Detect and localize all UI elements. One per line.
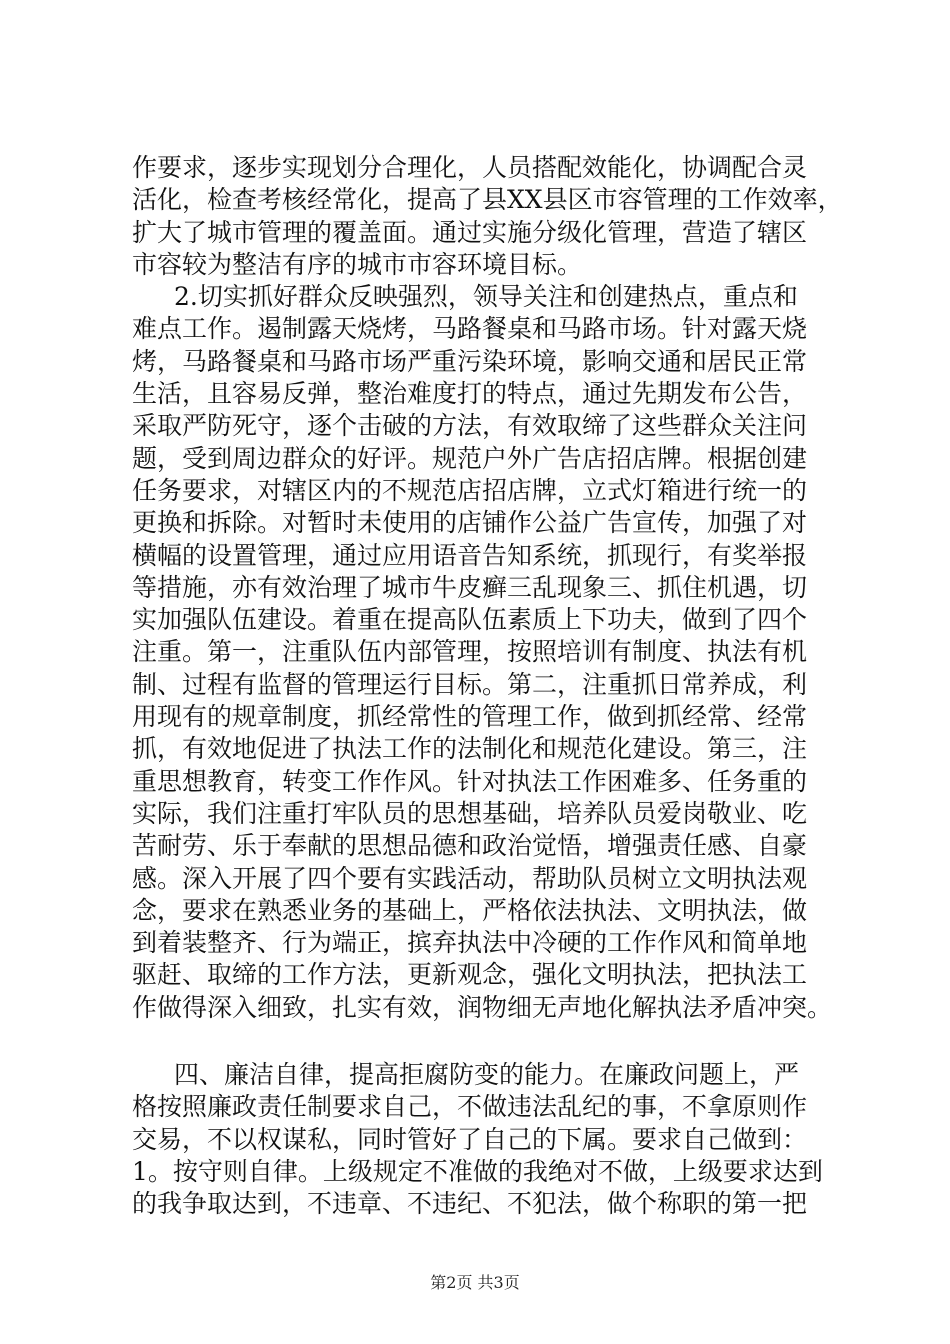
text-line: 实加强队伍建设。着重在提高队伍素质上下功夫，做到了四个 bbox=[132, 605, 808, 635]
text-line: 重思想教育，转变工作作风。针对执法工作困难多、任务重的 bbox=[132, 766, 808, 796]
document-body bbox=[132, 152, 843, 1221]
text-line: 制、过程有监督的管理运行目标。第二，注重抓日常养成，利 bbox=[132, 669, 808, 699]
paragraph-3 bbox=[132, 1059, 832, 1220]
text-line: 的我争取达到，不违章、不违纪、不犯法，做个称职的第一把 bbox=[132, 1189, 808, 1219]
text-line: 市容较为整洁有序的城市市容环境目标。 bbox=[132, 249, 583, 279]
text-line: 驱赶、取缔的工作方法，更新观念，强化文明执法，把执法工 bbox=[132, 960, 808, 990]
paragraph-1 bbox=[132, 152, 843, 281]
text-line: 念，要求在熟悉业务的基础上，严格依法执法、文明执法，做 bbox=[132, 895, 808, 925]
paragraph-spacer bbox=[132, 1024, 832, 1059]
text-line: 更换和拆除。对暂时未使用的店铺作公益广告宣传，加强了对 bbox=[132, 508, 808, 538]
text-line: 实际，我们注重打牢队员的思想基础，培养队员爱岗敬业、吃 bbox=[132, 798, 808, 828]
text-line: 横幅的设置管理，通过应用语音告知系统，抓现行，有奖举报 bbox=[132, 540, 808, 570]
text-line: 任务要求，对辖区内的不规范店招店牌，立式灯箱进行统一的 bbox=[132, 475, 808, 505]
text-line: 感。深入开展了四个要有实践活动，帮助队员树立文明执法观 bbox=[132, 863, 808, 893]
page-number-footer: 第2页 共3页 bbox=[430, 1273, 520, 1292]
text-line: 到着装整齐、行为端正，摈弃执法中冷硬的工作作风和简单地 bbox=[132, 928, 808, 958]
text-line: 2.切实抓好群众反映强烈，领导关注和创建热点，重点和 bbox=[174, 282, 798, 312]
text-line: 等措施，亦有效治理了城市牛皮癣三乱现象三、抓住机遇，切 bbox=[132, 572, 808, 602]
text-line: 难点工作。遏制露天烧烤，马路餐桌和马路市场。针对露天烧 bbox=[132, 314, 808, 344]
text-line: 扩大了城市管理的覆盖面。通过实施分级化管理，营造了辖区 bbox=[132, 217, 808, 247]
text-line: 苦耐劳、乐于奉献的思想品德和政治觉悟，增强责任感、自豪 bbox=[132, 831, 808, 861]
text-line: 格按照廉政责任制要求自己，不做违法乱纪的事，不拿原则作 bbox=[132, 1092, 808, 1122]
text-line: 四、廉洁自律，提高拒腐防变的能力。在廉政问题上，严 bbox=[174, 1060, 800, 1090]
text-line: 抓，有效地促进了执法工作的法制化和规范化建设。第三，注 bbox=[132, 734, 808, 764]
text-line: 作做得深入细致，扎实有效，润物细无声地化解执法矛盾冲突。 bbox=[132, 992, 833, 1022]
paragraph-2 bbox=[132, 281, 832, 1024]
text-line: 采取严防死守，逐个击破的方法，有效取缔了这些群众关注问 bbox=[132, 411, 808, 441]
text-line: 活化，检查考核经常化，提高了县XX县区市容管理的工作效率， bbox=[132, 185, 843, 215]
text-line: 用现有的规章制度，抓经常性的管理工作，做到抓经常、经常 bbox=[132, 702, 808, 732]
text-line: 交易，不以权谋私，同时管好了自己的下属。要求自己做到： bbox=[132, 1124, 808, 1154]
text-line: 题，受到周边群众的好评。规范户外广告店招店牌。根据创建 bbox=[132, 443, 808, 473]
text-line: 生活，且容易反弹，整治难度打的特点，通过先期发布公告， bbox=[132, 379, 808, 409]
text-line: 注重。第一，注重队伍内部管理，按照培训有制度、执法有机 bbox=[132, 637, 808, 667]
text-line: 1。按守则自律。上级规定不准做的我绝对不做，上级要求达到 bbox=[132, 1156, 823, 1186]
text-line: 作要求，逐步实现划分合理化，人员搭配效能化，协调配合灵 bbox=[132, 153, 808, 182]
text-line: 烤，马路餐桌和马路市场严重污染环境，影响交通和居民正常 bbox=[132, 346, 808, 376]
